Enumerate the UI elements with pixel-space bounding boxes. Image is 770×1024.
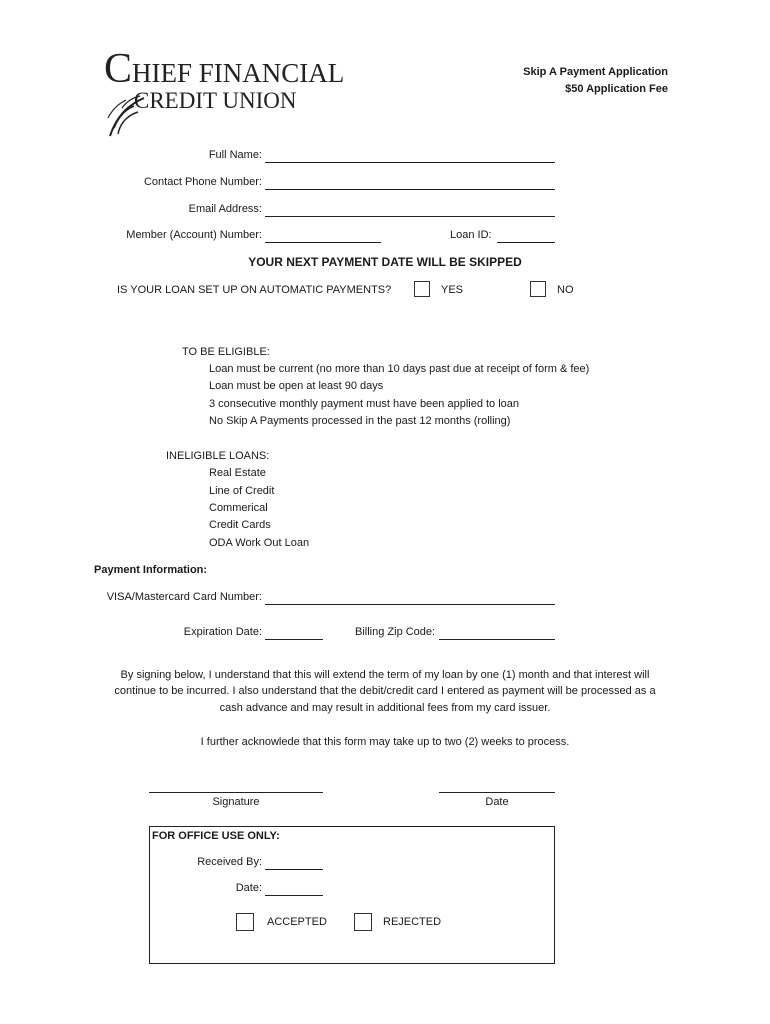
accepted-label: ACCEPTED	[267, 916, 327, 928]
eligibility-item: 3 consecutive monthly payment must have been applied to loan	[209, 398, 520, 410]
auto-pay-yes-label: YES	[441, 284, 464, 296]
full-name-field[interactable]	[265, 162, 555, 163]
auto-pay-no-checkbox[interactable]	[530, 281, 546, 297]
auto-pay-yes-checkbox[interactable]	[414, 281, 430, 297]
ineligible-item: Line of Credit	[209, 485, 275, 497]
logo-line1: HIEF FINANCIAL	[132, 58, 345, 88]
date-field[interactable]	[439, 792, 555, 793]
acknowledgement-text: I further acknowlede that this form may take up to two (2) weeks to process.	[200, 736, 570, 748]
office-date-label: Date:	[235, 882, 262, 894]
ineligible-item: ODA Work Out Loan	[209, 537, 310, 549]
agreement-text: By signing below, I understand that this will extend the term of my loan by one (1) month and that interest will	[120, 669, 650, 681]
office-date-field[interactable]	[265, 895, 323, 896]
email-field[interactable]	[265, 216, 555, 217]
zip-field[interactable]	[439, 639, 555, 640]
rejected-label: REJECTED	[383, 916, 442, 928]
phone-field[interactable]	[265, 189, 555, 190]
ineligible-item: Credit Cards	[209, 519, 271, 531]
date-label: Date	[485, 796, 509, 808]
received-by-field[interactable]	[265, 869, 323, 870]
office-use-heading: FOR OFFICE USE ONLY:	[152, 830, 280, 842]
expiration-field[interactable]	[265, 639, 323, 640]
agreement-text: continue to be incurred. I also understand that the debit/credit card I entered as payment will be processed as a	[114, 685, 656, 697]
eligibility-item: No Skip A Payments processed in the past 12 months (rolling)	[209, 415, 511, 427]
auto-pay-no-label: NO	[557, 284, 574, 296]
ineligible-heading: INELIGIBLE LOANS:	[166, 450, 270, 462]
card-number-field[interactable]	[265, 604, 555, 605]
email-label: Email Address:	[188, 203, 262, 215]
logo-line2: CREDIT UNION	[134, 88, 297, 113]
payment-heading: Payment Information:	[94, 564, 208, 576]
skip-notice: YOUR NEXT PAYMENT DATE WILL BE SKIPPED	[248, 255, 522, 269]
form-title: Skip A Payment Application	[523, 66, 668, 78]
auto-pay-question: IS YOUR LOAN SET UP ON AUTOMATIC PAYMENTS?	[117, 284, 392, 296]
phone-label: Contact Phone Number:	[143, 176, 262, 188]
full-name-label: Full Name:	[208, 149, 262, 161]
eligibility-item: Loan must be open at least 90 days	[209, 380, 384, 392]
member-number-label: Member (Account) Number:	[126, 229, 262, 241]
eligibility-item: Loan must be current (no more than 10 days past due at receipt of form & fee)	[209, 363, 590, 375]
ineligible-item: Commerical	[209, 502, 268, 514]
logo-initial: C	[104, 46, 133, 92]
expiration-label: Expiration Date:	[183, 626, 262, 638]
received-by-label: Received By:	[197, 856, 262, 868]
rejected-checkbox[interactable]	[354, 913, 372, 931]
signature-field[interactable]	[149, 792, 323, 793]
zip-label: Billing Zip Code:	[355, 626, 436, 638]
ineligible-item: Real Estate	[209, 467, 266, 479]
eligibility-heading: TO BE ELIGIBLE:	[182, 346, 270, 358]
logo	[104, 48, 374, 140]
loan-id-label: Loan ID:	[450, 229, 492, 241]
accepted-checkbox[interactable]	[236, 913, 254, 931]
member-number-field[interactable]	[265, 242, 381, 243]
agreement-text: cash advance and may result in additional fees from my card issuer.	[219, 702, 551, 714]
card-number-label: VISA/Mastercard Card Number:	[106, 591, 262, 603]
office-use-box	[149, 826, 555, 964]
loan-id-field[interactable]	[497, 242, 555, 243]
application-fee: $50 Application Fee	[565, 83, 668, 95]
signature-label: Signature	[212, 796, 260, 808]
